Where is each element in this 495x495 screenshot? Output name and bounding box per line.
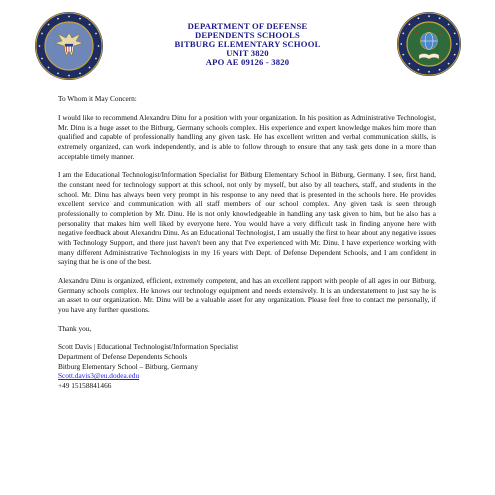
signature-name-title: Scott Davis | Educational Technologist/Information Specialist — [58, 342, 239, 352]
letter-body — [58, 94, 436, 391]
signature-organization: Department of Defense Dependents Schools — [58, 351, 188, 361]
letterhead-line-school-name: BITBURG ELEMENTARY SCHOOL — [174, 39, 321, 49]
paragraph-summary: Alexandru Dinu is organized, efficient, extremely competent, and has an excellent rapport with people of all ages in our Bitburg, Germany schools complex. He knows our technology equipment and needs extensively. It is an understatement to just say he is an asset to our organization. Mr. Dinu will be a valuable asset for any organization. Please feel free to contact me personally, if you have any further questions. — [58, 276, 436, 314]
signature-phone: +49 15158841466 — [58, 380, 112, 390]
paragraph-author-experience: I am the Educational Technologist/Information Specialist for Bitburg Elementary School in Bitburg, Germany. I see, first hand, the constant need for technology support at this school, not only by myself, but also by all teachers, staff, and students in the school. Mr. Dinu has always been very prompt in his response to any need that is presented in the schools here. He provides excellent service and communication with all staff members of our school complex. Any given task is seen through professionally to completion by Mr. Dinu. He is not only knowledgeable in handling any task given to him, but he also has a personality that makes him well liked by everyone here. You would have a very difficult task in finding anyone here with negative feedback about Alexandru Dinu. As an Educational Technologist, I am usually the first to hear about any negative issues with Technology Support, and there just haven't been any that I've experienced with Mr. Dinu. I have experience working with many different Administrative Technologists in my 16 years with Dept. of Defense Dependent Schools, and I am confident in saying that he is one of the best. — [58, 170, 436, 267]
signature-email-link[interactable]: Scott.davis3@eu.dodea.edu — [58, 371, 140, 381]
letterhead-line-unit: UNIT 3820 — [226, 48, 269, 58]
letterhead-line-dependents-schools: DEPENDENTS SCHOOLS — [194, 30, 301, 40]
signature-school: Bitburg Elementary School – Bitburg, Germany — [58, 361, 198, 371]
salutation: To Whom it May Concern: — [58, 94, 137, 103]
letterhead-line-department: DEPARTMENT OF DEFENSE — [187, 21, 308, 31]
letterhead-line-apo: APO AE 09126 - 3820 — [205, 57, 290, 67]
closing: Thank you, — [58, 323, 92, 333]
dodea-seal-icon — [396, 11, 462, 77]
signature-block — [58, 342, 436, 390]
paragraph-recommendation: I would like to recommend Alexandru Dinu for a position with your organization. In his position as Administrative Technologist, Mr. Dinu is a huge asset to the Bitburg, Germany schools complex. His experience and expert knowledge makes him more than qualified and capable of professionally handling any given task. He has excellent written and verbal communication skills, is extremely organized, can work independently, and is able to follow through to ensure that any task gets done in a more than acceptable timely manner. — [58, 113, 436, 161]
